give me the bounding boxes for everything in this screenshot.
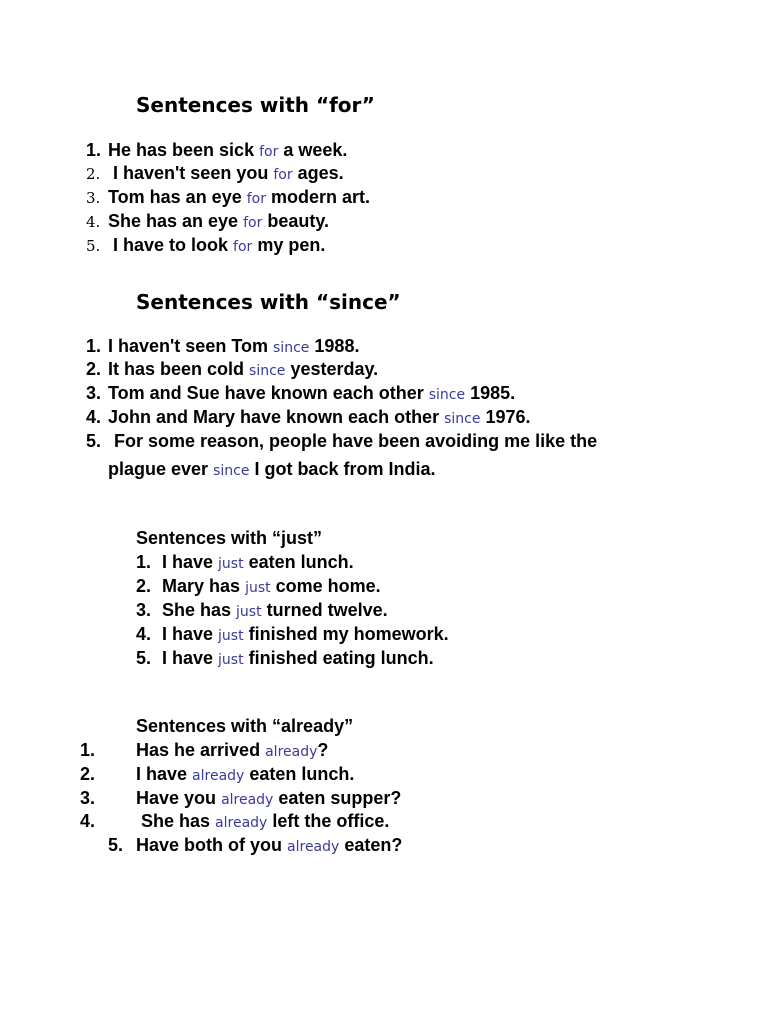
section-heading-since: Sentences with “since” (136, 290, 401, 314)
item-number: 4. (136, 624, 152, 644)
item-text: I haven't seen Tom (108, 336, 268, 356)
item-number: 3. (86, 383, 102, 403)
list-item (86, 186, 370, 210)
item-text: left the office. (272, 811, 390, 831)
item-text: I have to look (108, 235, 229, 255)
item-text: John and Mary have known each other (108, 407, 440, 427)
item-text: I got back from India. (254, 459, 436, 479)
item-text: ? (317, 740, 329, 760)
item-number: 4. (80, 811, 96, 831)
list-item (136, 647, 434, 671)
item-text: a week. (283, 140, 348, 160)
section-heading-already: Sentences with “already” (136, 716, 354, 736)
keyword: just (218, 556, 244, 572)
section-heading-just: Sentences with “just” (136, 528, 323, 548)
item-number: 2. (86, 359, 102, 379)
item-text: I have (162, 624, 214, 644)
item-text: Have you (136, 788, 217, 808)
item-number: 1. (80, 740, 96, 760)
keyword: already (221, 792, 274, 808)
item-number: 4. (86, 407, 102, 427)
list-item (80, 763, 354, 787)
item-number: 5. (86, 237, 101, 255)
item-text: Have both of you (136, 835, 283, 855)
keyword: for (233, 239, 253, 255)
list-item (136, 551, 354, 575)
keyword: just (236, 604, 262, 620)
item-number: 2. (86, 165, 101, 183)
keyword: just (218, 652, 244, 668)
list-item (80, 787, 401, 811)
item-text: eaten lunch. (248, 552, 354, 572)
item-number: 5. (108, 835, 124, 855)
list-item (86, 358, 378, 382)
list-item (80, 810, 389, 834)
keyword: already (265, 744, 318, 760)
section-heading-for: Sentences with “for” (136, 93, 375, 117)
list-item (136, 599, 388, 623)
item-text: Has he arrived (136, 740, 261, 760)
list-item (86, 406, 531, 430)
item-text: I have (162, 552, 214, 572)
item-text: I have (162, 648, 214, 668)
keyword: already (215, 815, 268, 831)
item-text: 1985. (470, 383, 516, 403)
keyword: since (428, 387, 466, 403)
item-number: 4. (86, 213, 101, 231)
item-text: Tom has an eye (108, 187, 242, 207)
item-text: I haven't seen you (108, 163, 269, 183)
item-text: eaten supper? (278, 788, 402, 808)
list-item-continuation (108, 458, 435, 482)
item-text: finished my homework. (248, 624, 449, 644)
list-item (86, 162, 344, 186)
keyword: for (246, 191, 266, 207)
item-text: Mary has (162, 576, 241, 596)
list-item (80, 739, 328, 763)
item-number: 2. (80, 764, 96, 784)
item-number: 3. (86, 189, 101, 207)
list-item (86, 335, 359, 359)
keyword: just (218, 628, 244, 644)
item-text: It has been cold (108, 359, 245, 379)
item-text: my pen. (257, 235, 326, 255)
item-number: 1. (136, 552, 152, 572)
keyword: since (213, 463, 250, 479)
item-number: 5. (136, 648, 152, 668)
keyword: for (259, 144, 279, 160)
item-number: 3. (136, 600, 152, 620)
item-text: 1988. (314, 336, 360, 356)
keyword: for (243, 215, 263, 231)
item-text: She has an eye (108, 211, 239, 231)
keyword: just (245, 580, 271, 596)
item-text: finished eating lunch. (248, 648, 434, 668)
item-text: For some reason, people have been avoiding me like the (114, 431, 598, 451)
item-text: She has (136, 811, 211, 831)
item-text: yesterday. (290, 359, 379, 379)
keyword: already (287, 839, 340, 855)
item-text: 1976. (485, 407, 531, 427)
item-number: 3. (80, 788, 96, 808)
keyword: since (444, 411, 481, 427)
list-item (108, 834, 402, 858)
item-text: plague ever (108, 459, 209, 479)
list-item (136, 623, 449, 647)
item-text: turned twelve. (266, 600, 388, 620)
item-text: come home. (275, 576, 381, 596)
keyword: already (192, 768, 245, 784)
keyword: since (273, 340, 310, 356)
item-text: eaten lunch. (249, 764, 355, 784)
item-number: 1. (86, 140, 102, 160)
item-number: 2. (136, 576, 152, 596)
keyword: since (249, 363, 286, 379)
list-item (86, 210, 329, 234)
item-text: She has (162, 600, 232, 620)
item-number: 1. (86, 336, 102, 356)
list-item (86, 234, 325, 258)
item-number: 5. (86, 431, 102, 451)
list-item (86, 139, 347, 163)
item-text: eaten? (344, 835, 403, 855)
keyword: for (273, 167, 293, 183)
list-item (86, 382, 515, 406)
item-text: beauty. (267, 211, 330, 231)
item-text: ages. (297, 163, 344, 183)
item-text: modern art. (271, 187, 371, 207)
list-item (136, 575, 381, 599)
item-text: I have (136, 764, 188, 784)
list-item (86, 430, 597, 452)
item-text: He has been sick (108, 140, 255, 160)
item-text: Tom and Sue have known each other (108, 383, 424, 403)
